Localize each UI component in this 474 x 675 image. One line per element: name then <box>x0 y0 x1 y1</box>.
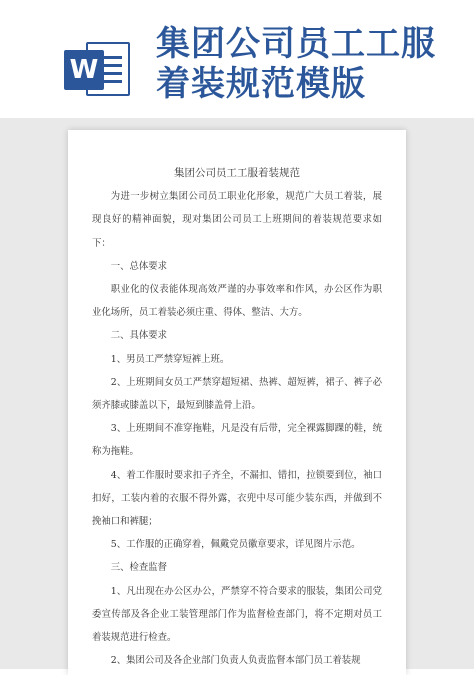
section-paragraph: 2、集团公司及各企业部门负责人负责监督本部门员工着装规 <box>110 655 361 667</box>
section-paragraph: 1、男员工严禁穿短裤上班。 <box>110 353 230 365</box>
word-document-icon <box>64 36 132 100</box>
section-heading: 三、检查监督 <box>110 562 168 574</box>
preview-area <box>0 118 474 669</box>
banner <box>0 0 474 118</box>
section-paragraph: 5、工作服的正确穿着，佩戴党员徽章要求，详见图片示范。 <box>110 539 361 551</box>
intro-paragraph: 为进一步树立集团公司员工职业化形象，规范广大员工着装，展现良好的精神面貌，现对集团公司员工上班期间的着装规范要求如下： <box>92 191 382 249</box>
section-paragraph: 1、凡出现在办公区办公，严禁穿不符合要求的服装，集团公司党委宣传部及各企业工装管理部门作为监督检查部门，将不定期对员工着装规范进行检查。 <box>92 585 382 644</box>
section-paragraph: 职业化的仪表能体现高效严谨的办事效率和作风，办公区作为职业化场所，员工着装必须庄重、得体、整洁、大方。 <box>92 284 382 319</box>
section-heading: 二、具体要求 <box>110 330 168 342</box>
document-title: 集团公司员工工服着装规范 <box>174 167 300 179</box>
banner-title-line-2: 着装规范模版 <box>156 64 366 104</box>
section-paragraph: 2、上班期间女员工严禁穿超短裙、热裤、超短裤，裙子、裤子必须齐膝或膝盖以下，最短到膝盖骨上沿。 <box>92 376 382 412</box>
word-badge: W <box>64 50 104 90</box>
banner-title-line-1: 集团公司员工工服 <box>156 24 436 64</box>
document-page <box>68 130 406 675</box>
section-paragraph: 4、着工作服时要求扣子齐全，不漏扣、错扣，拉锁要到位，袖口扣好，工装内着的衣服不得外露，衣兜中尽可能少装东西，并做到不挽袖口和裤腿； <box>92 469 382 528</box>
section-paragraph: 3、上班期间不准穿拖鞋，凡是没有后带，完全裸露脚踝的鞋，统称为拖鞋。 <box>92 423 382 458</box>
banner-title <box>156 24 466 104</box>
section-heading: 一、总体要求 <box>110 260 168 272</box>
